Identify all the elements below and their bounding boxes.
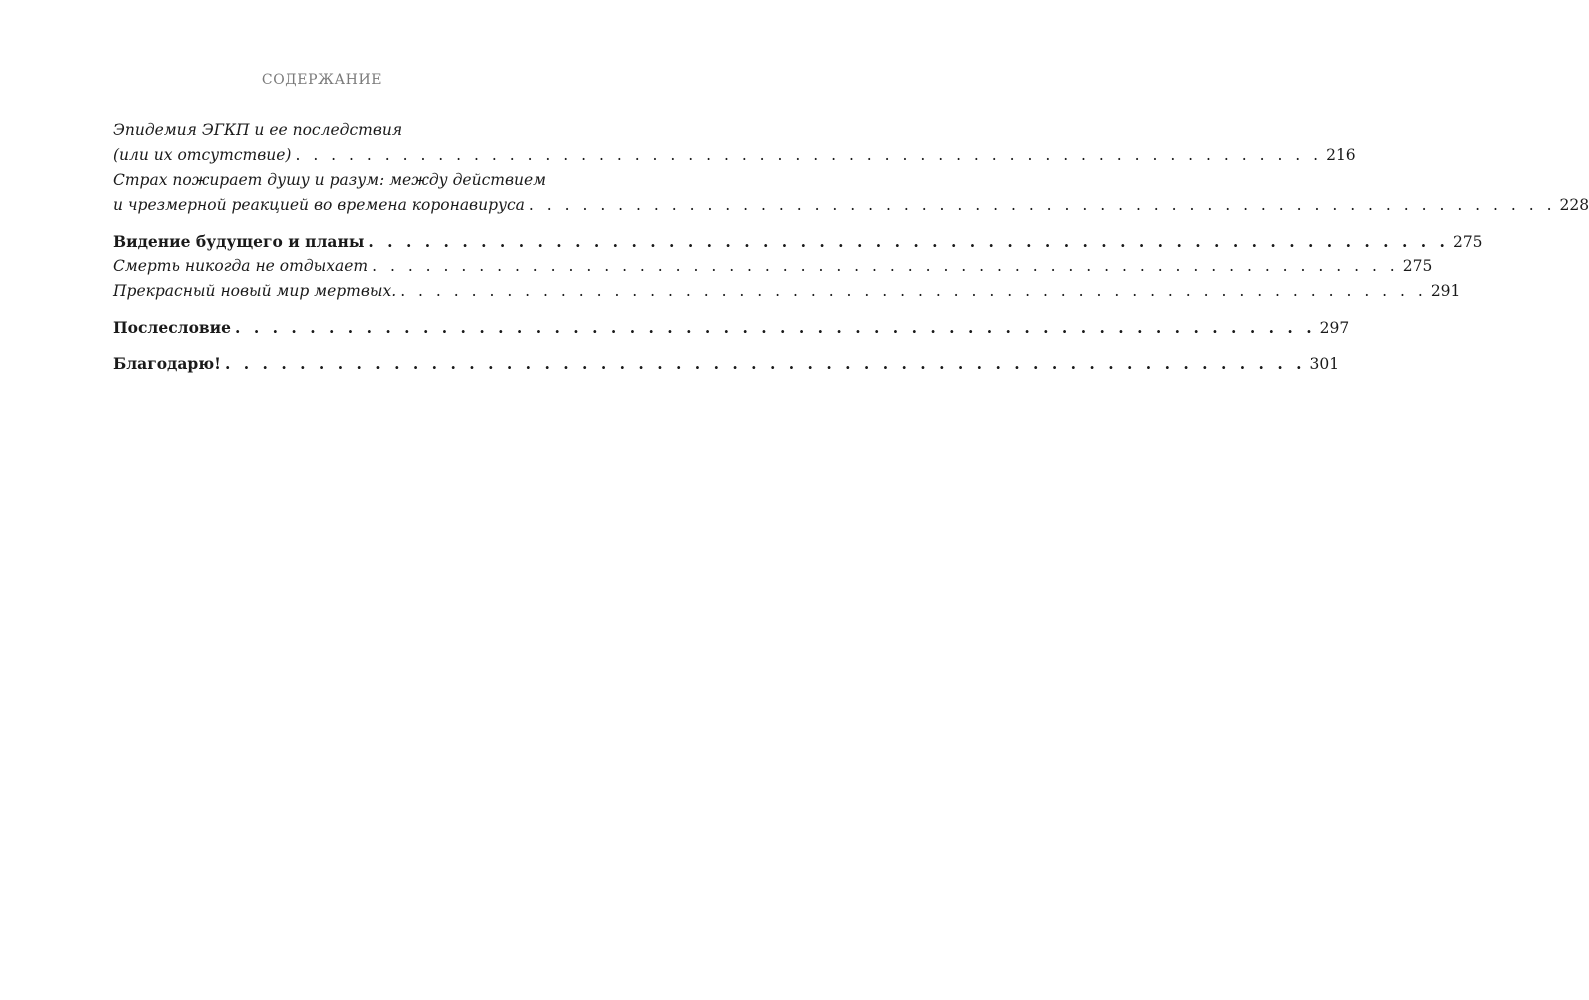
toc-entry-fear-line1 <box>113 168 565 193</box>
toc-section-afterword <box>113 315 1350 340</box>
toc-entry-epidemic-line2 <box>113 143 1356 168</box>
toc-entry-text: (или их отсутствие) <box>113 146 292 164</box>
toc-page-number: 301 <box>1309 355 1340 373</box>
toc-page-number: 275 <box>1402 257 1433 275</box>
dot-leader: . . . . . . . . . . . . . . . . . . . . . . . . . . . . . . . . . . . . . . . . . . . . . . . . . . . . . . . . . . <box>368 232 1449 251</box>
toc-entry-text: Прекрасный новый мир мертвых. <box>113 282 397 300</box>
toc-entry-fear-line2 <box>113 193 1589 218</box>
toc-page-number: 216 <box>1326 146 1356 164</box>
toc-page-number: 291 <box>1430 282 1461 300</box>
dot-leader: . . . . . . . . . . . . . . . . . . . . . . . . . . . . . . . . . . . . . . . . . . . . . . . . . . . . . . . . . . <box>235 318 1316 337</box>
toc-entry-epidemic-line1 <box>113 118 565 143</box>
toc-page-number: 275 <box>1452 233 1483 251</box>
toc-section-thanks <box>113 351 1340 376</box>
toc-page-number: 228 <box>1559 196 1589 214</box>
dot-leader: . . . . . . . . . . . . . . . . . . . . . . . . . . . . . . . . . . . . . . . . . . . . . . . . . . . . . . . . . . <box>400 282 1427 300</box>
toc-section-title: Послесловие <box>113 318 232 337</box>
toc-entry-text: Эпидемия ЭГКП и ее последствия <box>113 121 403 139</box>
toc-entry-text: и чрезмерной реакцией во времена коронавируса <box>113 196 525 214</box>
page-header-title: СОДЕРЖАНИЕ <box>261 72 383 88</box>
toc-entry-new-world <box>113 279 1461 304</box>
dot-leader: . . . . . . . . . . . . . . . . . . . . . . . . . . . . . . . . . . . . . . . . . . . . . . . . . . . . . . . . . . <box>224 354 1306 373</box>
table-of-contents <box>113 118 1589 376</box>
toc-entry-text: Страх пожирает душу и разум: между действием <box>113 171 546 189</box>
toc-section-title: Видение будущего и планы <box>113 232 365 251</box>
toc-entry-text: Смерть никогда не отдыхает <box>113 257 369 275</box>
dot-leader: . . . . . . . . . . . . . . . . . . . . . . . . . . . . . . . . . . . . . . . . . . . . . . . . . . . . . . . . . . <box>528 196 1556 214</box>
toc-section-title: Благодарю! <box>113 354 221 373</box>
toc-section-vision <box>113 229 1483 254</box>
dot-leader: . . . . . . . . . . . . . . . . . . . . . . . . . . . . . . . . . . . . . . . . . . . . . . . . . . . . . . . . . . <box>295 146 1323 164</box>
dot-leader: . . . . . . . . . . . . . . . . . . . . . . . . . . . . . . . . . . . . . . . . . . . . . . . . . . . . . . . . . . <box>372 257 1399 275</box>
toc-entry-death <box>113 254 1433 279</box>
toc-page-number: 297 <box>1319 319 1350 337</box>
